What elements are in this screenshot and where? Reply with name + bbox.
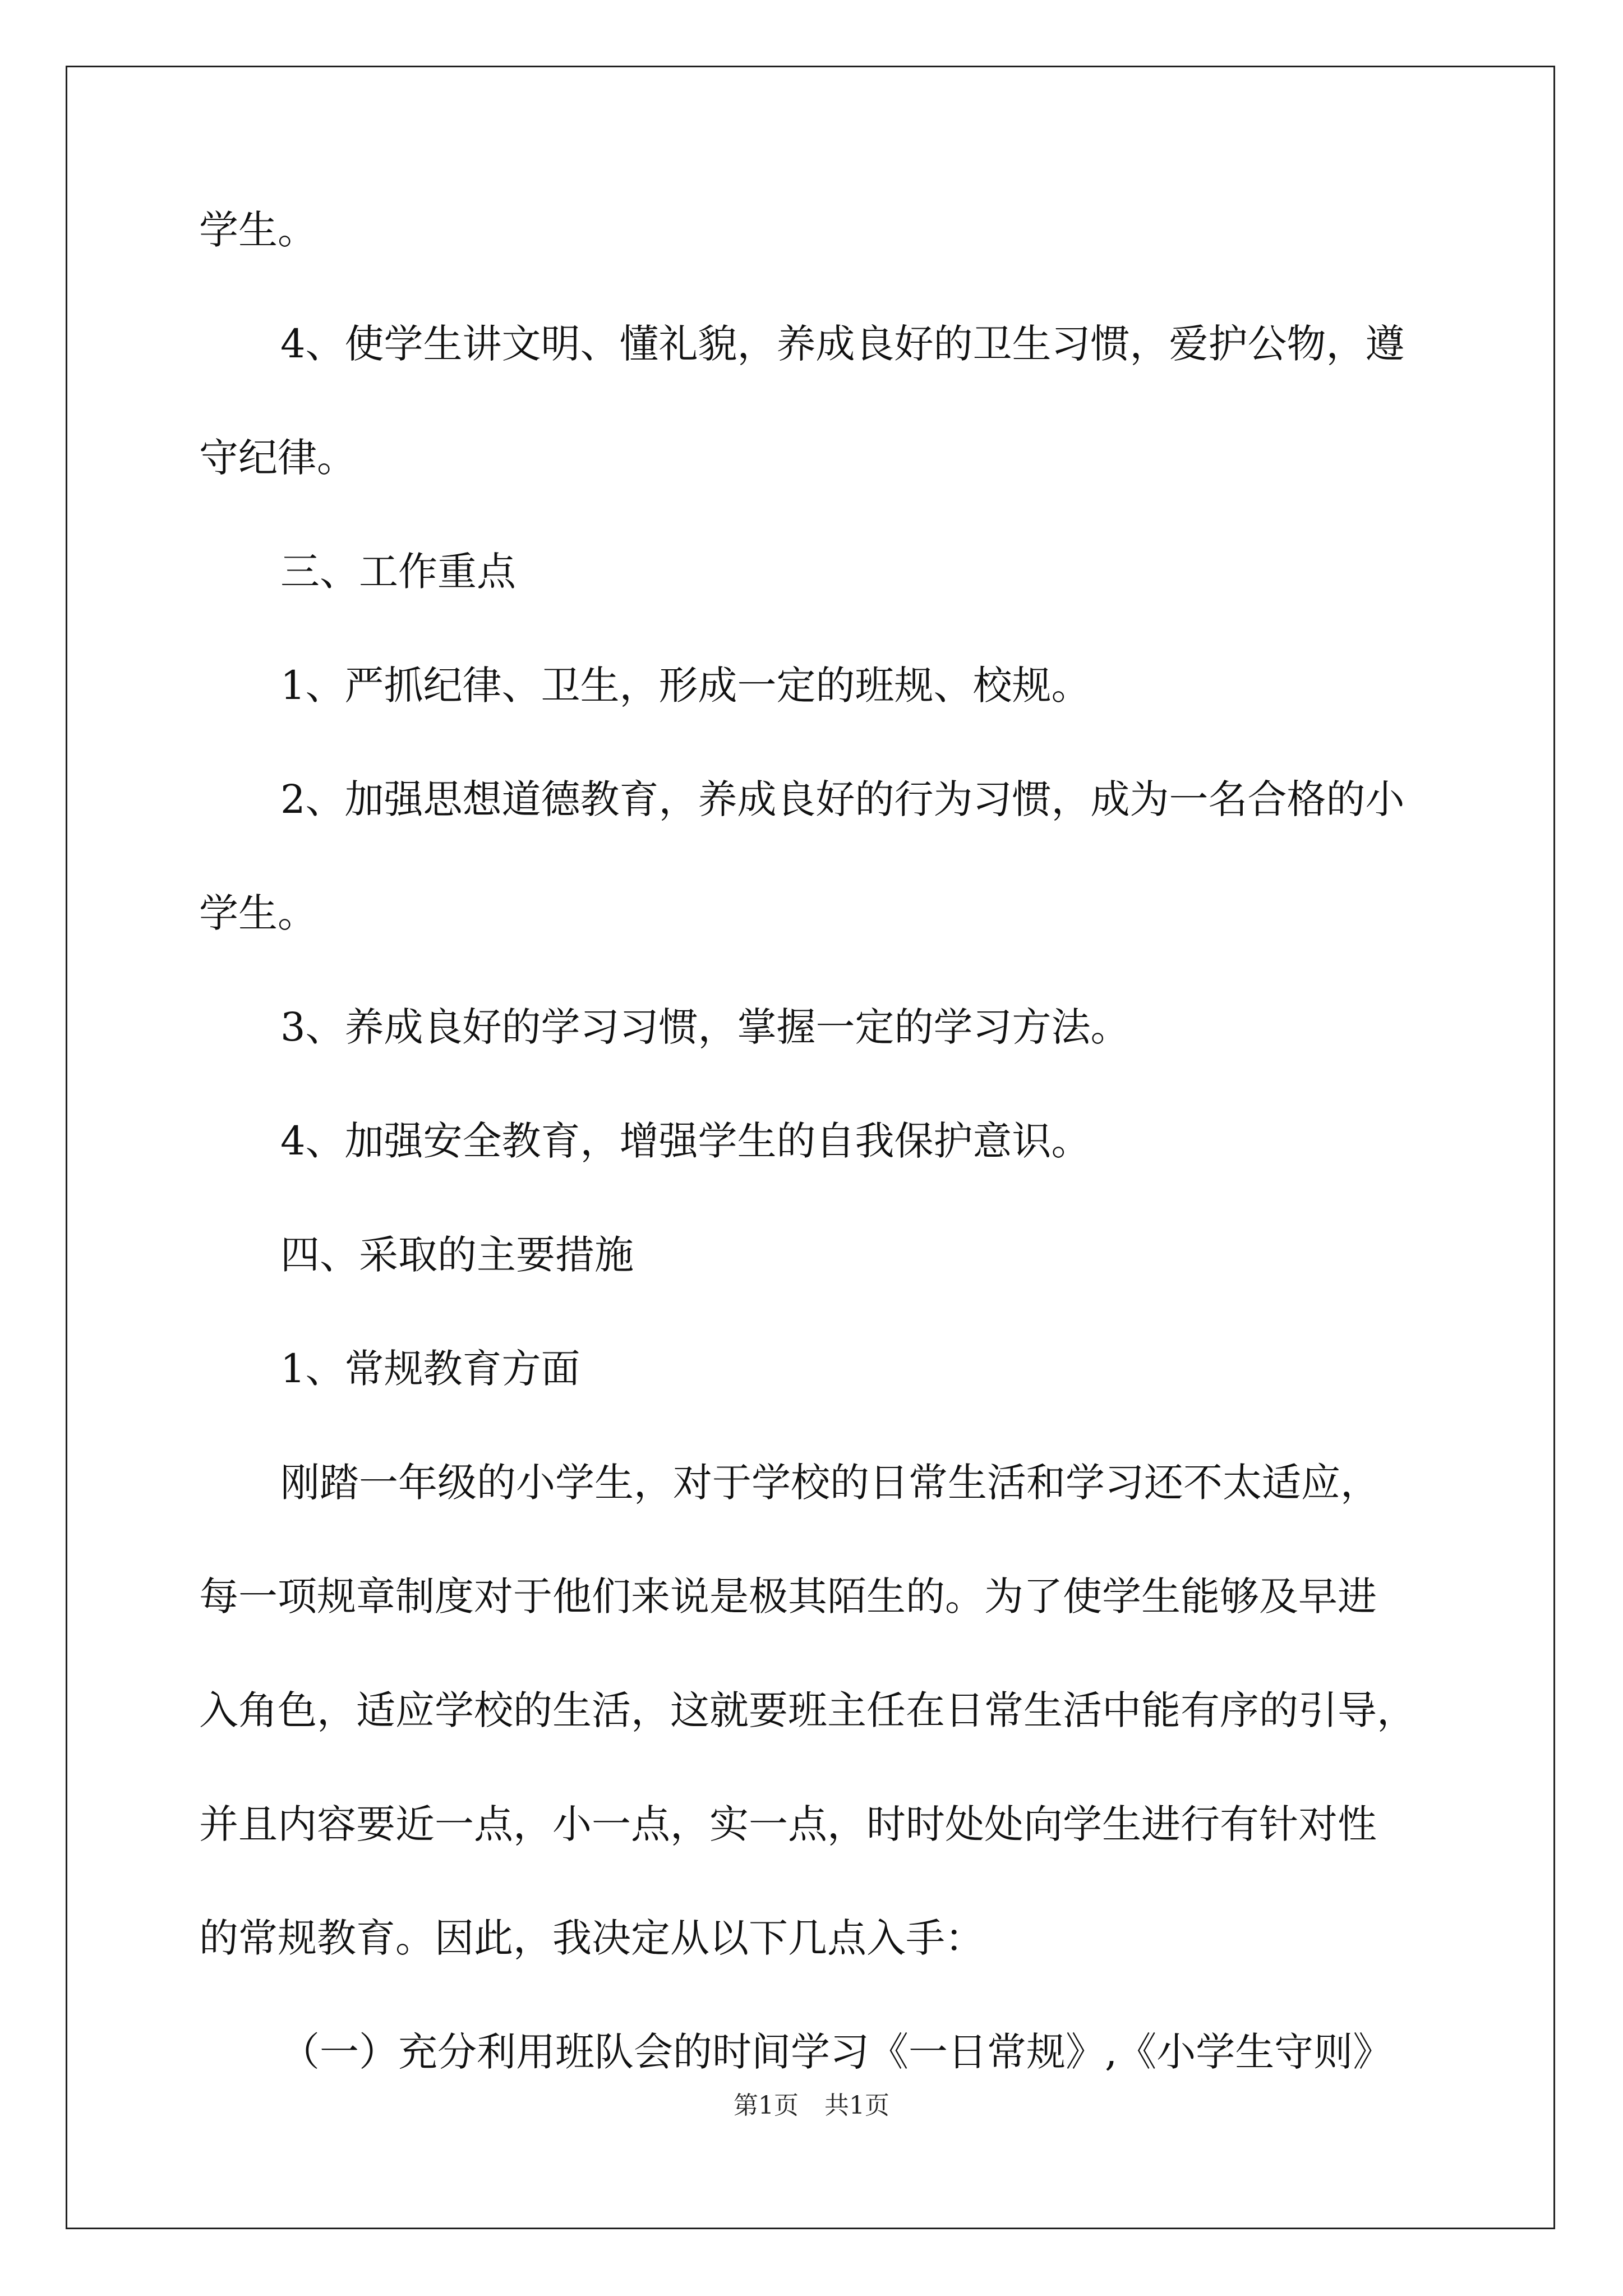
paragraph-line: （一）充分利用班队会的时间学习《一日常规》,《小学生守则》 (280, 2029, 1393, 2075)
paragraph-line: 4、使学生讲文明、懂礼貌，养成良好的卫生习惯，爱护公物，遵 (280, 321, 1405, 367)
paragraph-line: 4、加强安全教育，增强学生的自我保护意识。 (280, 1118, 1091, 1164)
paragraph-line: 学生。 (199, 890, 317, 936)
paragraph-line: 刚踏一年级的小学生，对于学校的日常生活和学习还不太适应， (280, 1460, 1380, 1506)
paragraph-line: 1、严抓纪律、卫生，形成一定的班规、校规。 (280, 662, 1091, 708)
paragraph-line: 学生。 (199, 207, 317, 253)
subsection-heading: 1、常规教育方面 (280, 1346, 580, 1392)
paragraph-line: 2、加强思想道德教育，养成良好的行为习惯，成为一名合格的小 (280, 776, 1405, 822)
section-heading: 四、采取的主要措施 (280, 1232, 634, 1278)
paragraph-line: 并且内容要近一点，小一点，实一点，时时处处向学生进行有针对性 (199, 1801, 1377, 1847)
paragraph-line: 3、养成良好的学习习惯，掌握一定的学习方法。 (280, 1004, 1130, 1050)
paragraph-line: 每一项规章制度对于他们来说是极其陌生的。为了使学生能够及早进 (199, 1573, 1377, 1619)
paragraph-line: 的常规教育。因此，我决定从以下几点入手： (199, 1915, 984, 1961)
paragraph-line: 入角色，适应学校的生活，这就要班主任在日常生活中能有序的引导， (199, 1687, 1416, 1733)
page-total: 共1页 (824, 2091, 889, 2120)
page-number: 第1页 (734, 2091, 799, 2120)
section-heading: 三、工作重点 (280, 549, 516, 595)
page-footer (0, 2093, 1623, 2118)
paragraph-line: 守纪律。 (199, 435, 356, 481)
